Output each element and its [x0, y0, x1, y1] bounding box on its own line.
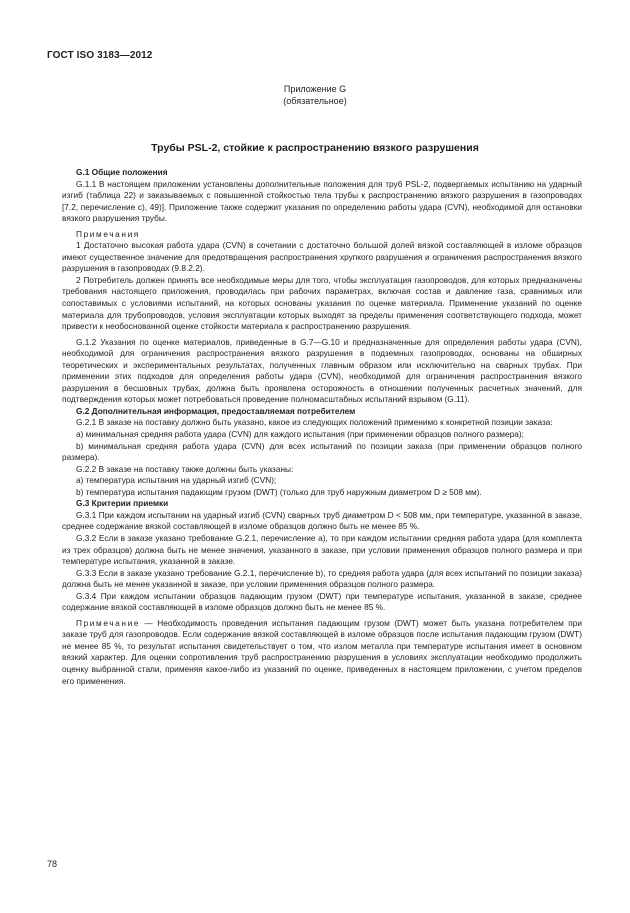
- page-number: 78: [47, 859, 58, 869]
- note-2: 2 Потребитель должен принять все необходимые меры для того, чтобы эксплуатация газопроводов, для которых предназначены требования настоящего приложения, проводилась при рабочих параметрах, включая состав и давление газа, сравнимых или сопоставимых с условиями испытаний, на которых основаны указания по оценке материала. Применение указаний по оценке материала для трубопроводов, условия эксплуатации которых выходят за пределы применения соответствующего подхода, может привести к необоснованной оценке стойкости материала к распространению разрушения.: [62, 274, 582, 332]
- list-item-a2: a) температура испытания на ударный изгиб (CVN);: [76, 475, 277, 486]
- paragraph-g3-3: G.3.3 Если в заказе указано требование G.2.1, перечисление b), то средняя работа удара (для всех испытаний по позиции заказа) должна быть не менее указанной в заказе, при условии применения образцов полного размера.: [62, 567, 582, 590]
- paragraph-g2-1: G.2.1 В заказе на поставку должно быть указано, какое из следующих положений применимо к конкретной позиции заказа:: [76, 417, 553, 428]
- standard-header: ГОСТ ISO 3183—2012: [47, 50, 153, 61]
- list-item-b2: b) температура испытания падающим грузом (DWT) (только для труб наружным диаметром D ≥ 508 мм).: [76, 486, 482, 497]
- paragraph-g3-2: G.3.2 Если в заказе указано требование G.2.1, перечисление a), то при каждом испытании средняя работа удара (для комплекта из трех образцов) должна быть не менее значения, указанного в заказе, при условии применения образцов полного размера и при температуре испытания, указанной в заказе.: [62, 532, 582, 567]
- paragraph-g1-2: G.1.2 Указания по оценке материалов, приведенные в G.7—G.10 и предназначенные для определения работы удара (CVN), необходимой для ограничения распространения вязкого разрушения в подземных газопроводах, основаны на обширных теоретических и экспериментальных результатах, полученных главным образом или исключительно на сварных трубах. При применении этих подходов для определения работы удара (CVN), необходимой для ограничения распространения вязкого разрушения в бесшовных трубах, должна быть проявлена осторожность в отношении полученных расчетных значений, для подтверждения которых может потребоваться проведение полномасштабных испытаний взрывом (G.11).: [62, 336, 582, 405]
- appendix-label: Приложение G: [283, 84, 347, 94]
- heading-g3: G.3 Критерии приемки: [76, 498, 169, 509]
- list-item-b: b) минимальная средняя работа удара (CVN) для всех испытаний по позиции заказа (при применении образцов полного размера).: [62, 440, 582, 463]
- heading-g2: G.2 Дополнительная информация, предоставляемая потребителем: [76, 405, 356, 416]
- paragraph-g1-1: G.1.1 В настоящем приложении установлены дополнительные положения для труб PSL-2, подвергаемых испытанию на ударный изгиб (таблица 22) и заказываемых с повышенной стойкостью тела трубы к распространению вязкого разрушения в газопроводах [7.2, перечисление c), 49)]. Приложение также содержит указания по определению работы удара (CVN), необходимой для остановки вязкого разрушения трубы.: [62, 178, 582, 224]
- heading-g1: G.1 Общие положения: [76, 167, 168, 177]
- paragraph-g3-4: G.3.4 При каждом испытании образцов падающим грузом (DWT) при температуре испытания, указанной в заказе, среднее содержание вязкой составляющей в изломе образцов должно быть не менее 85 %.: [62, 590, 582, 613]
- final-note-text: — Необходимость проведения испытания падающим грузом (DWT) может быть указана потребителем при заказе труб для газопроводов. Если содержание вязкой составляющей в изломе образцов после испытания падающим грузом (DWT) не менее 85 %, то результат испытания свидетельствует о том, что излом металла при температуре испытания имеет в основном вязкий характер. Для оценки сопротивления труб распространению разрушения в условиях эксплуатации необходимо продолжить оценку выбранной стали, применяя какое-либо из указаний по оценке, приведенных в настоящем приложении, с учетом пределов его применения.: [62, 617, 582, 686]
- final-note-label: Примечание: [76, 617, 141, 628]
- note-1: 1 Достаточно высокая работа удара (CVN) в сочетании с достаточно большой долей вязкой составляющей в изломе образцов имеют существенное значение для предотвращения распространения хрупкого разрушения и ограничения распространения вязкого разрушения в газопроводах (9.8.2.2).: [62, 240, 582, 274]
- body-text: [62, 167, 582, 687]
- notes-label: Примечания: [76, 228, 140, 239]
- paragraph-g2-2: G.2.2 В заказе на поставку также должны быть указаны:: [76, 463, 294, 474]
- list-item-a: a) минимальная средняя работа удара (CVN) для каждого испытания (при применении образцов полного размера);: [76, 429, 524, 440]
- paragraph-g3-1: G.3.1 При каждом испытании на ударный изгиб (CVN) сварных труб диаметром D < 508 мм, при температуре, указанной в заказе, среднее содержание вязкой составляющей в изломе образцов должно быть не менее 85 %.: [62, 509, 582, 532]
- final-note: [62, 618, 582, 687]
- appendix-status: (обязательное): [283, 96, 347, 106]
- section-title: Трубы PSL-2, стойкие к распространению вязкого разрушения: [151, 142, 479, 154]
